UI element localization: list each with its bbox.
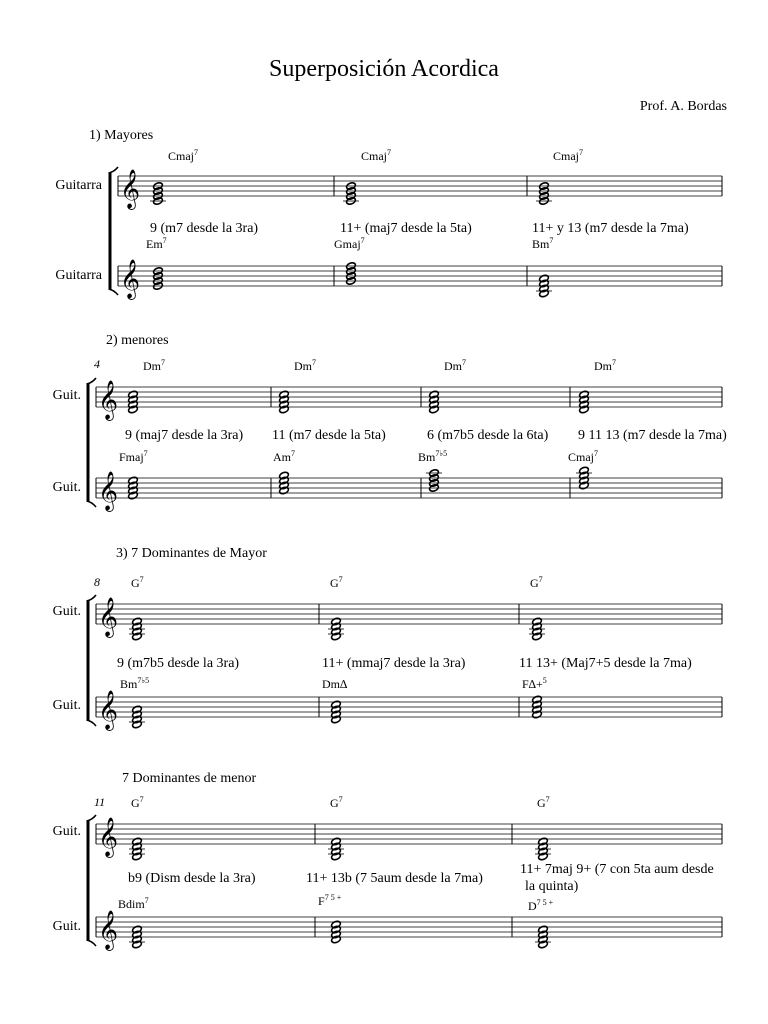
system-bracket <box>87 720 97 726</box>
system-bracket <box>87 595 97 601</box>
section-label: 1) Mayores <box>89 128 154 143</box>
system-bracket <box>87 378 97 384</box>
section-label: 2) menores <box>106 333 169 348</box>
annotation-text: la quinta) <box>525 879 579 894</box>
chord-symbol: $G^7$ <box>530 575 543 590</box>
system-bracket <box>87 940 97 946</box>
system-bracket <box>87 815 97 821</box>
annotation-text: 11+ 13b (7 5aum desde la 7ma) <box>306 871 483 886</box>
chord-symbol: Dm$^7$ <box>444 358 466 373</box>
treble-clef-icon: 𝄞 <box>98 910 119 950</box>
instrument-label-upper: Guit. <box>52 604 81 619</box>
chord-symbol: F∆+$^5$ <box>522 676 547 691</box>
chord-symbol: Dm$^7$ <box>143 358 165 373</box>
chord-symbol: Cmaj$^7$ <box>568 449 598 464</box>
chord-symbol: $Bm^{7♭5}$ <box>120 676 150 691</box>
instrument-label-upper: Guitarra <box>55 178 102 193</box>
composer-credit: Prof. A. Bordas <box>639 99 727 114</box>
measure-number: 11 <box>94 795 106 809</box>
chord-symbol: $G^7$ <box>330 795 343 810</box>
instrument-label-upper: Guit. <box>52 388 81 403</box>
annotation-text: 11+ (maj7 desde la 5ta) <box>340 221 472 236</box>
chord-symbol: Dm∆ <box>322 677 348 691</box>
chord-symbol: Dm$^7$ <box>294 358 316 373</box>
chord-symbol: Am$^7$ <box>273 449 295 464</box>
chord-symbol: Cmaj$^7$ <box>553 148 583 163</box>
chord-symbol: $D^{7 5 +}$ <box>528 898 554 913</box>
chord-symbol: $G^7$ <box>131 575 144 590</box>
treble-clef-icon: 𝄞 <box>98 597 119 637</box>
annotation-text: 11+ 7maj 9+ (7 con 5ta aum desde <box>520 862 714 877</box>
treble-clef-icon: 𝄞 <box>120 169 141 209</box>
instrument-label-lower: Guit. <box>52 480 81 495</box>
treble-clef-icon: 𝄞 <box>98 817 119 857</box>
instrument-label-lower: Guit. <box>52 698 81 713</box>
annotation-text: 11+ y 13 (m7 desde la 7ma) <box>532 221 689 236</box>
chord-symbol: Em$^7$ <box>146 236 167 251</box>
annotation-text: b9 (Dism desde la 3ra) <box>128 871 256 886</box>
treble-clef-icon: 𝄞 <box>98 690 119 730</box>
section-label: 7 Dominantes de menor <box>122 771 257 786</box>
system-bracket <box>109 289 119 295</box>
measure-number: 8 <box>94 575 100 589</box>
system-bracket <box>87 501 97 507</box>
annotation-text: 9 (m7b5 desde la 3ra) <box>117 656 240 671</box>
chord-symbol: Cmaj$^7$ <box>168 148 198 163</box>
section-label: 3) 7 Dominantes de Mayor <box>116 546 267 561</box>
chord-symbol: $F^{7 5 +}$ <box>318 893 342 908</box>
annotation-text: 6 (m7b5 desde la 6ta) <box>427 428 549 443</box>
measure-number: 4 <box>94 357 100 371</box>
chord-symbol: $Bm^{7♭5}$ <box>418 449 448 464</box>
chord-symbol: Fmaj$^7$ <box>119 449 148 464</box>
annotation-text: 11 (m7 desde la 5ta) <box>272 428 386 443</box>
system-bracket <box>109 167 119 173</box>
chord-symbol: $G^7$ <box>131 795 144 810</box>
annotation-text: 9 (maj7 desde la 3ra) <box>125 428 244 443</box>
treble-clef-icon: 𝄞 <box>98 471 119 511</box>
chord-symbol: Bm$^7$ <box>532 236 554 251</box>
page-title: Superposición Acordica <box>269 56 499 82</box>
instrument-label-lower: Guitarra <box>55 268 102 283</box>
annotation-text: 11+ (mmaj7 desde la 3ra) <box>322 656 466 671</box>
annotation-text: 11 13+ (Maj7+5 desde la 7ma) <box>519 656 692 671</box>
chord-symbol: $G^7$ <box>330 575 343 590</box>
instrument-label-lower: Guit. <box>52 919 81 934</box>
treble-clef-icon: 𝄞 <box>98 380 119 420</box>
chord-symbol: Bdim$^7$ <box>118 896 149 911</box>
treble-clef-icon: 𝄞 <box>120 259 141 299</box>
instrument-label-upper: Guit. <box>52 824 81 839</box>
annotation-text: 9 11 13 (m7 desde la 7ma) <box>578 428 727 443</box>
annotation-text: 9 (m7 desde la 3ra) <box>150 221 259 236</box>
chord-symbol: Gmaj$^7$ <box>334 236 365 251</box>
chord-symbol: Dm$^7$ <box>594 358 616 373</box>
chord-symbol: $G^7$ <box>537 795 550 810</box>
chord-symbol: Cmaj$^7$ <box>361 148 391 163</box>
